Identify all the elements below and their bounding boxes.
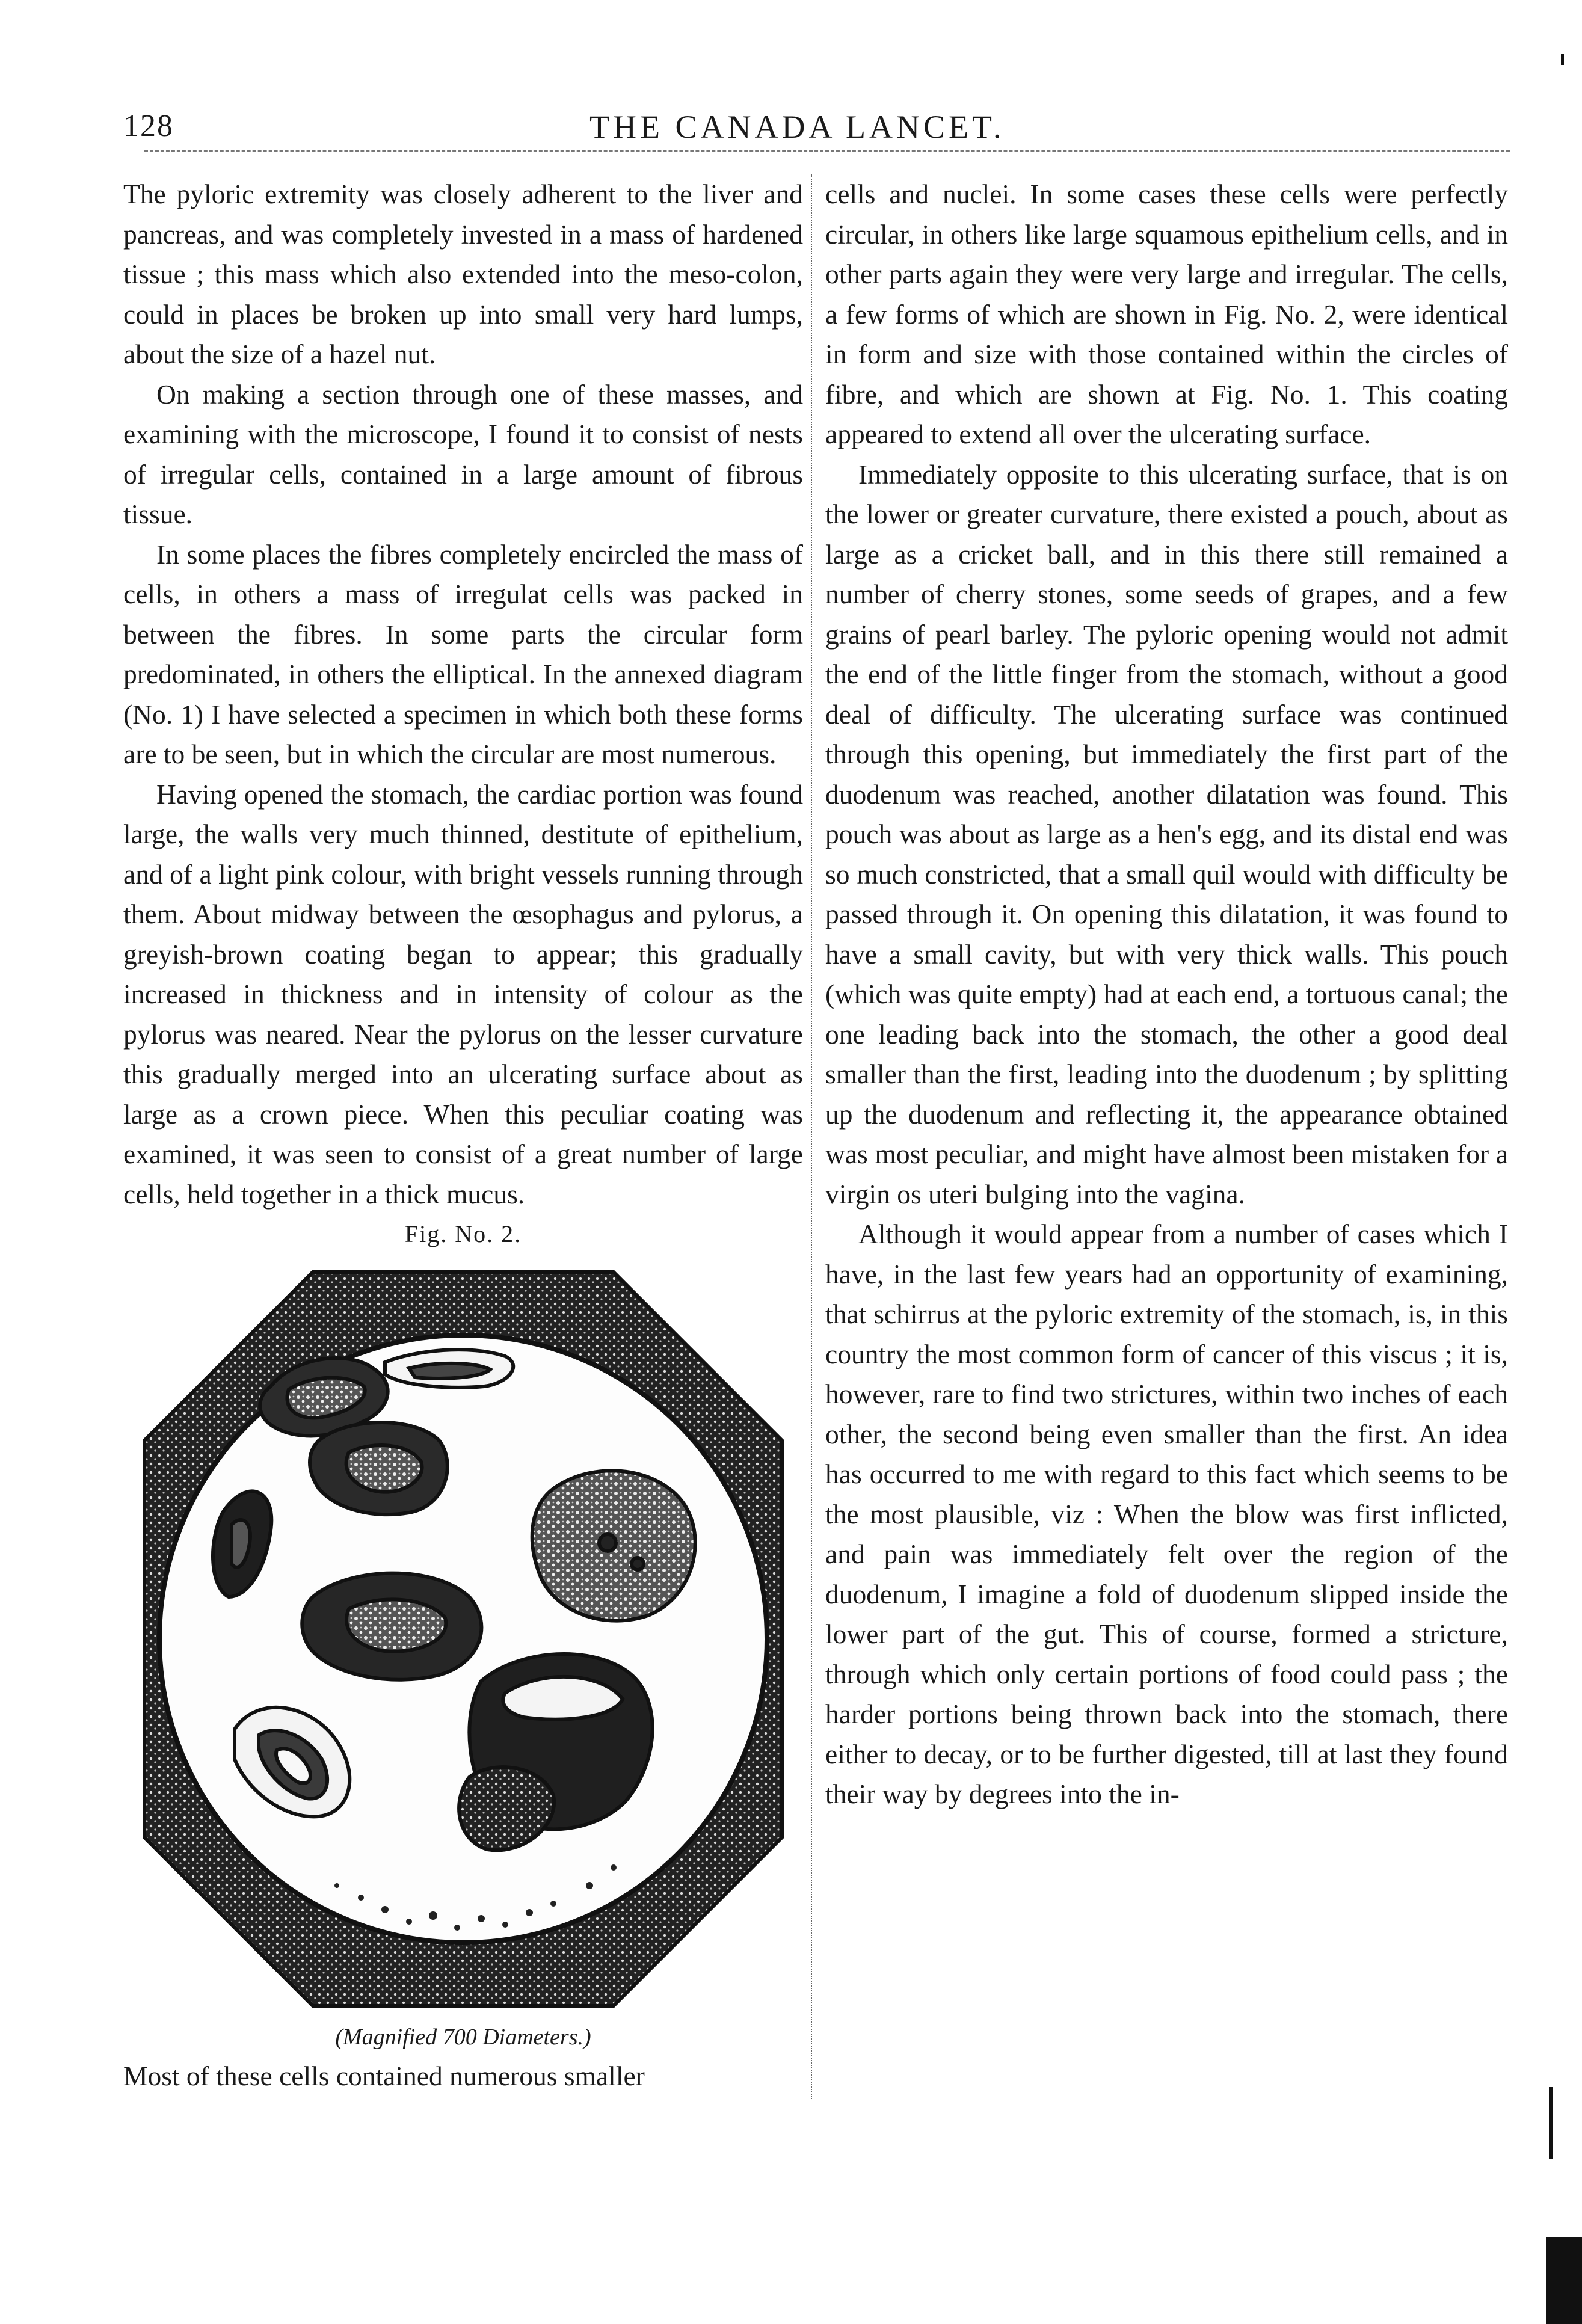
right-column: [825, 174, 1508, 1815]
page-header: [0, 102, 1582, 150]
page-number: 128: [123, 109, 174, 143]
edge-mark: [1549, 2087, 1553, 2159]
paragraph: Most of these cells contained numerous smaller: [123, 2061, 645, 2091]
cell: [310, 1422, 448, 1514]
figure-label: Fig. No. 2.: [404, 1220, 522, 1247]
column-divider: [811, 174, 812, 2099]
paragraph: On making a section through one of these masses, and examining with the microscope, I found it to consist of nests of irregular cells, contained in a large amount of fibrous tissue.: [123, 378, 803, 529]
cell: [532, 1471, 695, 1620]
paragraph: In some places the fibres completely encircled the mass of cells, in others a mass of irregulat cells was packed in between the fibres. In some parts the circular form predominated, in others the elliptical. In the annexed diagram (No. 1) I have selected a specimen in which both these forms are to be seen, but in which the circular are most numerous.: [123, 538, 803, 769]
edge-mark: [1546, 2237, 1582, 2324]
paragraph: cells and nuclei. In some cases these cells were perfectly circular, in others like large squamous epithelium cells, and in other parts again they were very large and irregular. The cells, a few forms of which are shown in Fig. No. 2, were identical in form and size with those contained within the circles of fibre, and which are shown at Fig. No. 1. This coating appeared to extend all over the ulcerating surface.: [825, 179, 1508, 449]
journal-title: THE CANADA LANCET.: [589, 109, 1005, 145]
paragraph: Although it would appear from a number of cases which I have, in the last few years had an opportunity of examining, that schirrus at the pyloric extremity of the stomach, is, in this country the most common form of cancer of this viscus ; it is, however, rare to find two strictures, within two inches of each other, the second being even smaller than the first. An idea has occurred to me with regard to this fact which seems to be the most plausible, viz : When the blow was first inflicted, and pain was immediately felt over the region of the duodenum, I imagine a fold of duodenum slipped inside the lower part of the gut. This of course, formed a stricture, through which only certain portions of food could pass ; the harder portions being thrown back into the stomach, there either to decay, or to be further digested, till at last they found their way by degrees into the in-: [825, 1219, 1508, 1809]
paragraph: Having opened the stomach, the cardiac portion was found large, the walls very much thinned, destitute of epithelium, and of a light pink colour, with bright vessels running through them. About midway between the œsophagus and pylorus, a greyish-brown coating began to appear; this gradually increased in thickness and in intensity of colour as the pylorus was neared. Near the pylorus on the lesser curvature this gradually merged into an ulcerating surface about as large as a crown piece. When this peculiar coating was examined, it was seen to consist of a great number of large cells, held together in a thick mucus.: [123, 778, 803, 1210]
edge-mark: [1561, 54, 1564, 65]
cell: [385, 1350, 513, 1388]
header-rule: [144, 150, 1510, 152]
cell: [302, 1573, 481, 1680]
left-column: [123, 174, 803, 2097]
paragraph: The pyloric extremity was closely adherent to the liver and pancreas, and was completely invested in a mass of hardened tissue ; this mass which also extended into the meso-colon, could in places be broken up into small very hard lumps, about the size of a hazel nut.: [123, 179, 803, 369]
figure-caption: (Magnified 700 Diameters.): [335, 2024, 591, 2050]
microscope-figure: [132, 1260, 794, 2018]
paragraph: Immediately opposite to this ulcerating surface, that is on the lower or greater curvature, there existed a pouch, about as large as a cricket ball, and in this there still remained a number of cherry stones, some seeds of grapes, and a few grains of pearl barley. The pyloric opening would not admit the end of the little finger from the stomach, without a good deal of difficulty. The ulcerating surface was continued through this opening, but immediately the first part of the duodenum was reached, another dilatation was found. This pouch was about as large as a hen's egg, and its distal end was so much constricted, that a small quil would with difficulty be passed through it. On opening this dilatation, it was found to have a small cavity, but with very thick walls. This pouch (which was quite empty) had at each end, a tortuous canal; the one leading back into the stomach, the other a good deal smaller than the first, leading into the duodenum ; by splitting up the duodenum and reflecting it, the appearance obtained was most peculiar, and might have almost been mistaken for a virgin os uteri bulging into the vagina.: [825, 458, 1508, 1210]
